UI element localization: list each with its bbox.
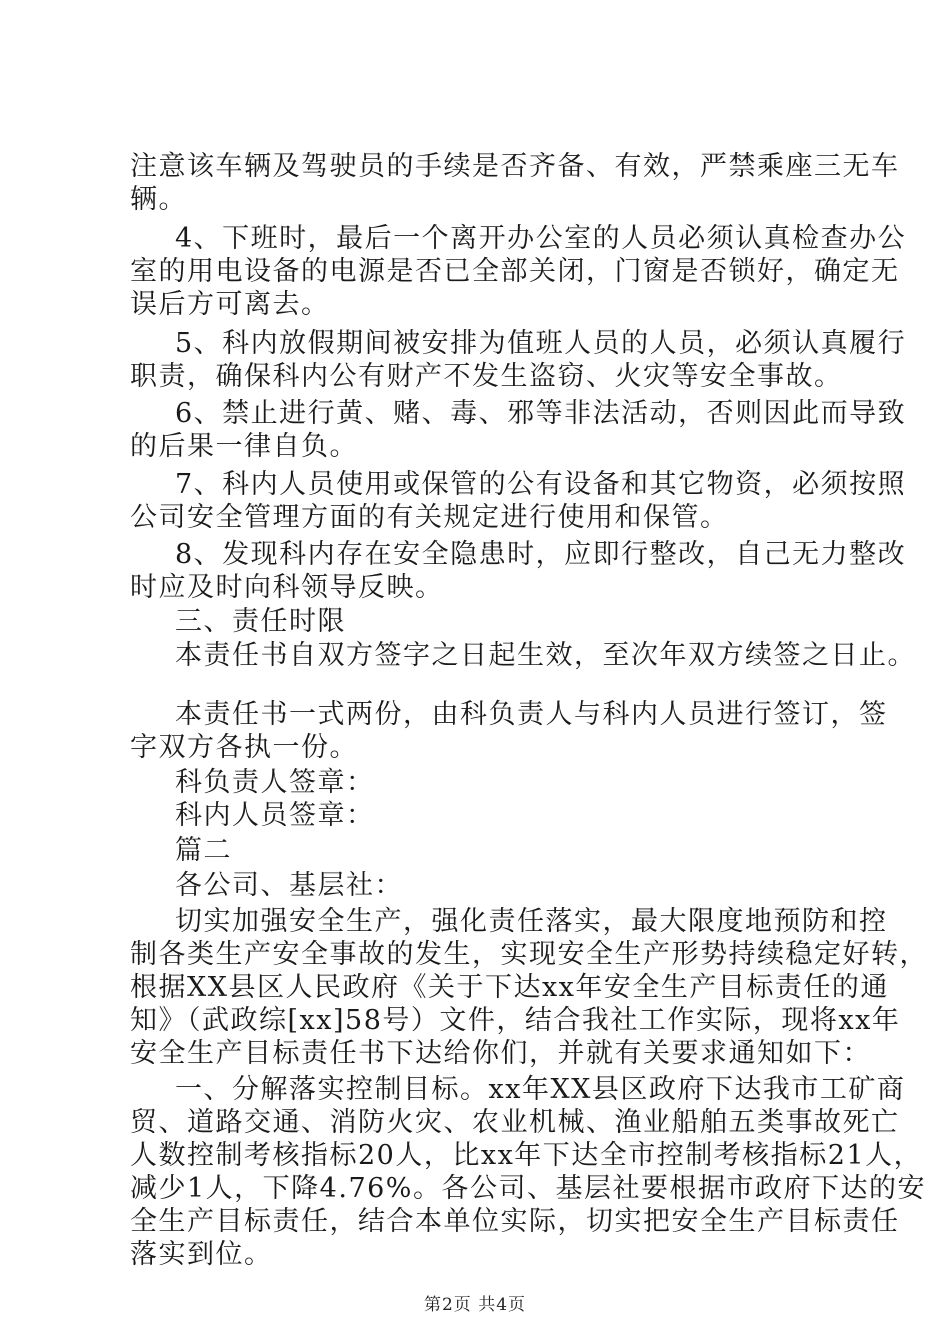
text-line: 各公司、基层社： [175, 870, 403, 901]
text-line: 4、下班时，最后一个离开办公室的人员必须认真检查办公 [175, 223, 907, 254]
text-line: 人数控制考核指标20人，比xx年下达全市控制考核指标21人， [130, 1140, 923, 1171]
text-line: 5、科内放假期间被安排为值班人员的人员，必须认真履行 [175, 328, 907, 359]
text-line: 辆。 [130, 184, 187, 215]
text-line: 科负责人签章： [175, 767, 375, 798]
text-line: 全生产目标责任，结合本单位实际，切实把安全生产目标责任 [130, 1206, 900, 1237]
text-line: 室的用电设备的电源是否已全部关闭，门窗是否锁好，确定无 [130, 256, 900, 287]
text-line: 篇二 [175, 835, 232, 866]
text-line: 知》（武政综[xx]58号）文件，结合我社工作实际，现将xx年 [130, 1005, 901, 1036]
text-line: 本责任书自双方签字之日起生效，至次年双方续签之日止。 [175, 640, 916, 671]
text-line: 6、禁止进行黄、赌、毒、邪等非法活动，否则因此而导致 [175, 398, 907, 429]
text-line: 贸、道路交通、消防火灾、农业机械、渔业船舶五类事故死亡 [130, 1107, 900, 1138]
text-line: 的后果一律自负。 [130, 431, 358, 462]
text-line: 一、分解落实控制目标。xx年XX县区政府下达我市工矿商 [175, 1074, 906, 1105]
text-line: 注意该车辆及驾驶员的手续是否齐备、有效，严禁乘座三无车 [130, 151, 900, 182]
text-line: 本责任书一式两份，由科负责人与科内人员进行签订，签 [175, 699, 888, 730]
text-line: 根据XX县区人民政府《关于下达xx年安全生产目标责任的通 [130, 972, 889, 1003]
text-line: 7、科内人员使用或保管的公有设备和其它物资，必须按照 [175, 469, 907, 500]
text-line: 落实到位。 [130, 1239, 273, 1270]
text-line: 三、责任时限 [175, 606, 346, 637]
text-line: 科内人员签章： [175, 800, 375, 831]
text-line: 时应及时向科领导反映。 [130, 572, 444, 603]
text-line: 公司安全管理方面的有关规定进行使用和保管。 [130, 502, 729, 533]
text-line: 职责，确保科内公有财产不发生盗窃、火灾等安全事故。 [130, 361, 843, 392]
text-line: 切实加强安全生产，强化责任落实，最大限度地预防和控 [175, 906, 888, 937]
text-line: 安全生产目标责任书下达给你们，并就有关要求通知如下： [130, 1038, 871, 1069]
text-line: 8、发现科内存在安全隐患时，应即行整改，自己无力整改 [175, 539, 907, 570]
text-line: 减少1人，下降4.76%。各公司、基层社要根据市政府下达的安 [130, 1173, 926, 1204]
text-line: 误后方可离去。 [130, 289, 330, 320]
text-line: 制各类生产安全事故的发生，实现安全生产形势持续稳定好转， [130, 939, 928, 970]
page-footer: 第2页 共4页 [423, 1295, 527, 1315]
text-line: 字双方各执一份。 [130, 732, 358, 763]
